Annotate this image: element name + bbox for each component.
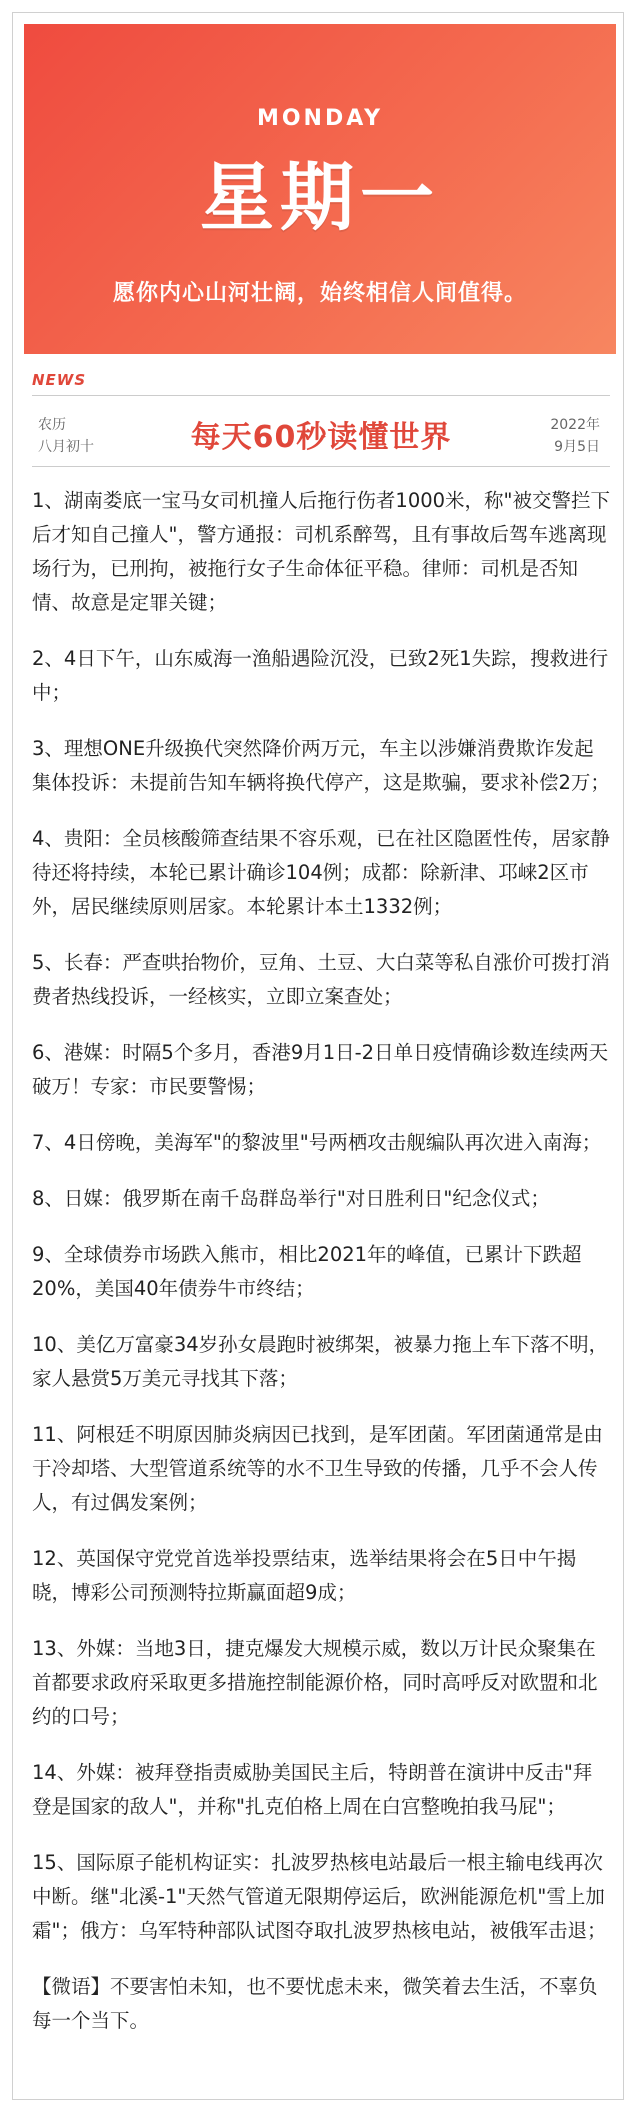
news-item: 8、日媒：俄罗斯在南千岛群岛举行"对日胜利日"纪念仪式； [32, 1187, 550, 1210]
news-tag: NEWS [32, 371, 87, 389]
motto: 愿你内心山河壮阔，始终相信人间值得。 [112, 281, 527, 306]
news-item: 9、全球债券市场跌入熊市，相比2021年的峰值，已累计下跌超20%，美国40年债券牛市终结； [32, 1243, 582, 1300]
news-item: 10、美亿万富豪34岁孙女晨跑时被绑架，被暴力拖上车下落不明，家人悬赏5万美元寻找其下落； [32, 1333, 609, 1390]
news-item: 3、理想ONE升级换代突然降价两万元，车主以涉嫌消费欺诈发起集体投诉：未提前告知车辆将换代停产，这是欺骗，要求补偿2万； [32, 737, 610, 794]
news-item: 12、英国保守党党首选举投票结束，选举结果将会在5日中午揭晓，博彩公司预测特拉斯赢面超9成； [32, 1547, 577, 1604]
news-item: 15、国际原子能机构证实：扎波罗热核电站最后一根主输电线再次中断。继"北溪-1"天然气管道无限期停运后，欧洲能源危机"雪上加霜"；俄方：乌军特种部队试图夺取扎波罗热核电站，被俄军击退； [32, 1851, 607, 1942]
date-header [32, 410, 610, 466]
weekday-english: MONDAY [256, 106, 384, 131]
lunar-day: 八月初十 [38, 439, 94, 455]
banner [24, 24, 616, 354]
divider-top [32, 395, 610, 396]
date-year: 2022年 [550, 417, 600, 433]
news-item: 1、湖南娄底一宝马女司机撞人后拖行伤者1000米，称"被交警拦下后才知自己撞人"，警方通报：司机系醉驾，且有事故后驾车逃离现场行为，已刑拘，被拖行女子生命体征平稳。律师：司机是否知情、故意是定罪关键； [32, 489, 611, 614]
daily-quote: 【微语】不要害怕未知，也不要忧虑未来，微笑着去生活，不辜负每一个当下。 [32, 1975, 598, 2032]
news-list [32, 484, 610, 2038]
page-title: 每天60秒读懂世界 [190, 420, 452, 455]
news-item: 14、外媒：被拜登指责威胁美国民主后，特朗普在演讲中反击"拜登是国家的敌人"，并称"扎克伯格上周在白宫整晚拍我马屁"； [32, 1761, 593, 1818]
news-item: 11、阿根廷不明原因肺炎病因已找到，是军团菌。军团菌通常是由于冷却塔、大型管道系统等的水不卫生导致的传播，几乎不会人传人，有过偶发案例； [32, 1423, 603, 1514]
news-item: 6、港媒：时隔5个多月，香港9月1日-2日单日疫情确诊数连续两天破万！专家：市民要警惕； [32, 1041, 609, 1098]
news-item: 7、4日傍晚，美海军"的黎波里"号两栖攻击舰编队再次进入南海； [32, 1131, 602, 1154]
weekday-chinese: 星期一 [200, 155, 440, 241]
news-item: 13、外媒：当地3日，捷克爆发大规模示威，数以万计民众聚集在首都要求政府采取更多措施控制能源价格，同时高呼反对欧盟和北约的口号； [32, 1637, 598, 1728]
divider-bottom [32, 466, 610, 467]
news-item: 5、长春：严查哄抬物价，豆角、土豆、大白菜等私自涨价可拨打消费者热线投诉，一经核实，立即立案查处； [32, 951, 610, 1008]
news-item: 2、4日下午，山东威海一渔船遇险沉没，已致2死1失踪，搜救进行中； [32, 647, 609, 704]
gregorian-date [550, 414, 600, 458]
date-day: 9月5日 [554, 439, 600, 455]
lunar-label: 农历 [38, 417, 66, 433]
news-item: 4、贵阳：全员核酸筛查结果不容乐观，已在社区隐匿性传，居家静待还将持续，本轮已累计确诊104例；成都：除新津、邛崃2区市外，居民继续原则居家。本轮累计本土1332例； [32, 827, 610, 918]
